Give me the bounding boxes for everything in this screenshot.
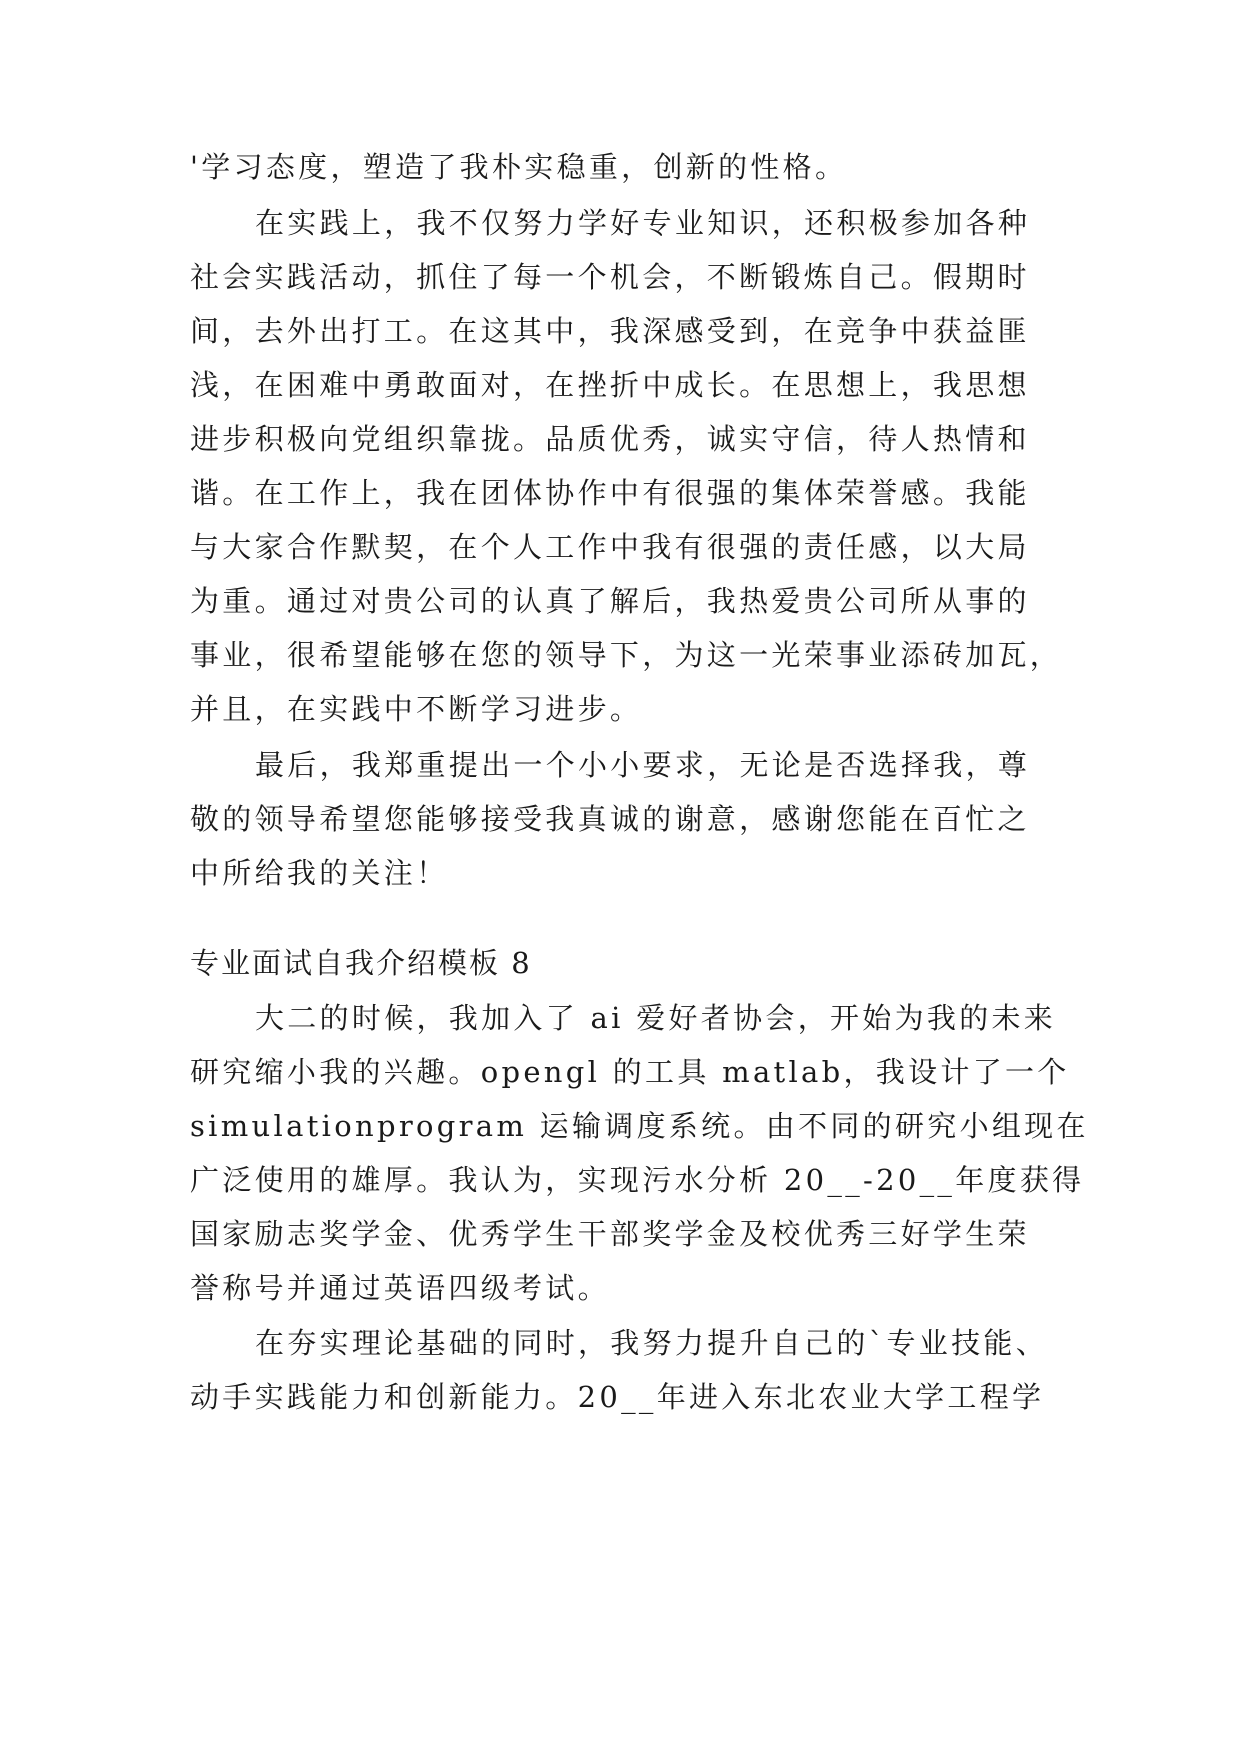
text-line: 事业，很希望能够在您的领导下，为这一光荣事业添砖加瓦， xyxy=(190,638,1063,672)
text-line: 谐。在工作上，我在团体协作中有很强的集体荣誉感。我能 xyxy=(190,476,1030,510)
text-line: 为重。通过对贵公司的认真了解后，我热爱贵公司所从事的 xyxy=(190,584,1030,618)
text-line: 社会实践活动，抓住了每一个机会，不断锻炼自己。假期时 xyxy=(190,260,1030,294)
paragraph-first-line: 大二的时候，我加入了 ai 爱好者协会，开始为我的未来 xyxy=(255,1001,1057,1035)
text-line: 浅，在困难中勇敢面对，在挫折中成长。在思想上，我思想 xyxy=(190,368,1030,402)
section-heading: 专业面试自我介绍模板 8 xyxy=(190,946,532,980)
text-line: 中所给我的关注！ xyxy=(190,856,449,890)
text-line: 间，去外出打工。在这其中，我深感受到，在竞争中获益匪 xyxy=(190,314,1030,348)
text-line: 动手实践能力和创新能力。20__年进入东北农业大学工程学 xyxy=(190,1380,1045,1414)
text-line: 并且，在实践中不断学习进步。 xyxy=(190,692,643,726)
paragraph-first-line: 在实践上，我不仅努力学好专业知识，还积极参加各种 xyxy=(255,206,1031,240)
text-line: '学习态度，塑造了我朴实稳重，创新的性格。 xyxy=(190,150,848,184)
text-line: 敬的领导希望您能够接受我真诚的谢意，感谢您能在百忙之 xyxy=(190,802,1030,836)
paragraph-first-line: 在夯实理论基础的同时，我努力提升自己的`专业技能、 xyxy=(255,1326,1049,1360)
text-line: simulationprogram 运输调度系统。由不同的研究小组现在 xyxy=(190,1109,1089,1143)
text-line: 与大家合作默契，在个人工作中我有很强的责任感，以大局 xyxy=(190,530,1030,564)
text-line: 广泛使用的雄厚。我认为，实现污水分析 20__-20__年度获得 xyxy=(190,1163,1085,1197)
text-line: 誉称号并通过英语四级考试。 xyxy=(190,1271,610,1305)
text-line: 国家励志奖学金、优秀学生干部奖学金及校优秀三好学生荣 xyxy=(190,1217,1030,1251)
text-line: 研究缩小我的兴趣。opengl 的工具 matlab，我设计了一个 xyxy=(190,1055,1070,1089)
text-line: 进步积极向党组织靠拢。品质优秀，诚实守信，待人热情和 xyxy=(190,422,1030,456)
paragraph-first-line: 最后，我郑重提出一个小小要求，无论是否选择我，尊 xyxy=(255,748,1031,782)
